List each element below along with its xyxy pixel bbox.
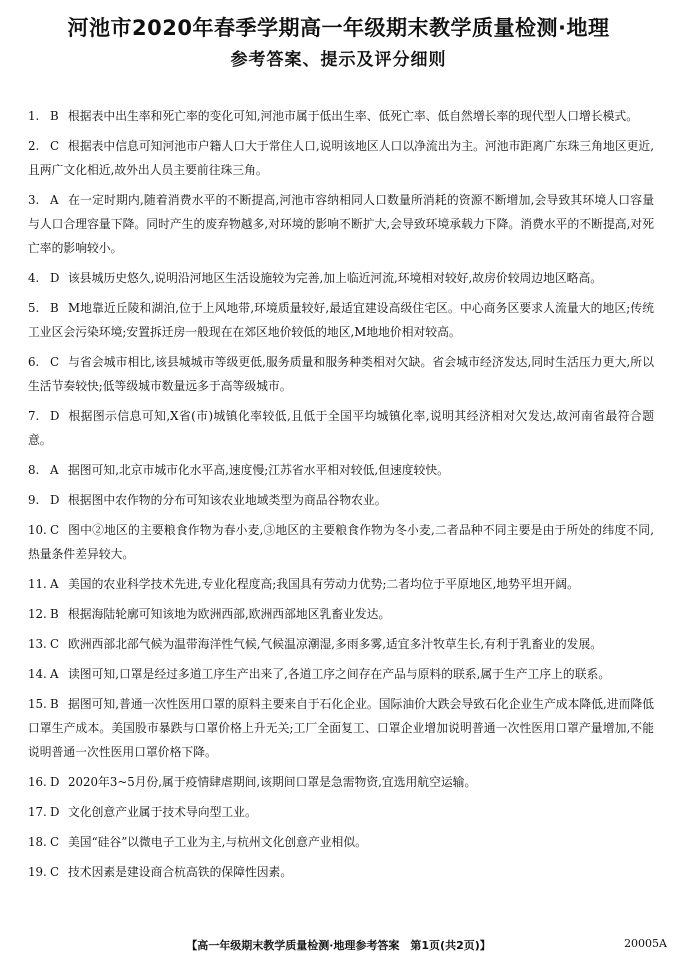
answer-explanation: 与省会城市相比,该县城城市等级更低,服务质量和服务种类相对欠缺。省会城市经济发达,同时生活压力更大,所以生活节奏较快;低等级城市数量远多于高等级城市。 <box>28 355 654 393</box>
answer-number: 6. <box>28 355 40 369</box>
answer-item <box>28 830 654 854</box>
answer-number: 10. <box>28 523 47 537</box>
answer-choice: B <box>50 109 59 123</box>
answer-number: 8. <box>28 463 40 477</box>
answer-choice: C <box>50 835 60 849</box>
answer-number: 2. <box>28 139 40 153</box>
answer-number: 12. <box>28 607 47 621</box>
answer-explanation: 根据图示信息可知,X省(市)城镇化率较低,且低于全国平均城镇化率,说明其经济相对欠发达,故河南省最符合题意。 <box>28 409 654 447</box>
answer-explanation: 在一定时期内,随着消费水平的不断提高,河池市容纳相同人口数量所消耗的资源不断增加,会导致其环境人口容量与人口合理容量下降。同时产生的废弃物越多,对环境的影响不断扩大,会导致环境承载力下降。消费水平的不断提高,对死亡率的影响较小。 <box>28 193 654 255</box>
answer-number: 7. <box>28 409 40 423</box>
answer-explanation: 美国“硅谷”以微电子工业为主,与杭州文化创意产业相似。 <box>68 835 367 849</box>
answer-explanation: 据图可知,普通一次性医用口罩的原料主要来自于石化企业。国际油价大跌会导致石化企业生产成本降低,进而降低口罩生产成本。美国股市暴跌与口罩价格上升无关;工厂全面复工、口罩企业增加说明普通一次性医用口罩产量增加,不能说明普通一次性医用口罩价格下降。 <box>28 697 654 759</box>
answer-number: 5. <box>28 301 40 315</box>
answer-explanation: 根据海陆轮廓可知该地为欧洲西部,欧洲西部地区乳畜业发达。 <box>68 607 391 621</box>
answer-choice: A <box>50 667 59 681</box>
answer-choice: D <box>50 805 60 819</box>
answer-item <box>28 266 654 290</box>
answer-choice: B <box>50 607 59 621</box>
answer-item <box>28 860 654 884</box>
answer-explanation: 文化创意产业属于技术导向型工业。 <box>68 805 257 819</box>
answer-explanation: 2020年3~5月份,属于疫情肆虐期间,该期间口罩是急需物资,宜选用航空运输。 <box>68 775 477 789</box>
answer-explanation: 美国的农业科学技术先进,专业化程度高;我国具有劳动力优势;二者均位于平原地区,地势平坦开阔。 <box>68 577 579 591</box>
answer-number: 4. <box>28 271 40 285</box>
answer-choice: C <box>50 139 60 153</box>
answer-explanation: 根据图中农作物的分布可知该农业地域类型为商品谷物农业。 <box>68 493 387 507</box>
page-title: 河池市2020年春季学期高一年级期末教学质量检测·地理 <box>67 16 610 40</box>
answer-explanation: 根据表中出生率和死亡率的变化可知,河池市属于低出生率、低死亡率、低自然增长率的现代型人口增长模式。 <box>68 109 639 123</box>
answer-item <box>28 800 654 824</box>
answer-choice: A <box>50 193 59 207</box>
answer-item <box>28 104 654 128</box>
answer-item <box>28 488 654 512</box>
answer-choice: A <box>50 463 59 477</box>
answer-choice: B <box>50 301 59 315</box>
answer-item <box>28 632 654 656</box>
answer-number: 9. <box>28 493 40 507</box>
answer-choice: D <box>50 271 60 285</box>
answer-explanation: 根据表中信息可知河池市户籍人口大于常住人口,说明该地区人口以净流出为主。河池市距离广东珠三角地区更近,且两广文化相近,故外出人员主要前往珠三角。 <box>28 139 654 177</box>
answer-list <box>28 104 654 890</box>
answer-number: 15. <box>28 697 47 711</box>
answer-number: 14. <box>28 667 47 681</box>
answer-item <box>28 602 654 626</box>
answer-item <box>28 350 654 398</box>
answer-item <box>28 572 654 596</box>
answer-number: 13. <box>28 637 47 651</box>
answer-explanation: 图中②地区的主要粮食作物为春小麦,③地区的主要粮食作物为冬小麦,二者品种不同主要是由于所处的纬度不同,热量条件差异较大。 <box>28 523 654 561</box>
answer-number: 3. <box>28 193 40 207</box>
answer-number: 1. <box>28 109 40 123</box>
answer-explanation: 据图可知,北京市城市化水平高,速度慢;江苏省水平相对较低,但速度较快。 <box>68 463 449 477</box>
page-subtitle: 参考答案、提示及评分细则 <box>230 50 447 70</box>
answer-item <box>28 662 654 686</box>
answer-explanation: M地靠近丘陵和湖泊,位于上风地带,环境质量较好,最适宜建设高级住宅区。中心商务区要求人流量大的地区;传统工业区会污染环境;安置拆迁房一般现在在郊区地价较低的地区,M地地价相对较高。 <box>28 301 654 339</box>
answer-number: 19. <box>28 865 47 879</box>
answer-choice: B <box>50 697 59 711</box>
answer-explanation: 该县城历史悠久,说明沿河地区生活设施较为完善,加上临近河流,环境相对较好,故房价较周边地区略高。 <box>68 271 603 285</box>
answer-item <box>28 458 654 482</box>
page-footer <box>0 937 677 957</box>
answer-choice: A <box>50 577 59 591</box>
footer-code: 20005A <box>624 937 667 950</box>
answer-choice: C <box>50 637 60 651</box>
answer-choice: D <box>50 493 60 507</box>
answer-item <box>28 296 654 344</box>
answer-number: 17. <box>28 805 47 819</box>
answer-item <box>28 404 654 452</box>
answer-item <box>28 692 654 764</box>
answer-number: 16. <box>28 775 47 789</box>
answer-item <box>28 188 654 260</box>
answer-explanation: 欧洲西部北部气候为温带海洋性气候,气候温凉潮湿,多雨多雾,适宜多汁牧草生长,有利于乳畜业的发展。 <box>68 637 603 651</box>
answer-choice: D <box>50 409 60 423</box>
answer-explanation: 技术因素是建设商合杭高铁的保障性因素。 <box>68 865 293 879</box>
answer-number: 18. <box>28 835 47 849</box>
answer-number: 11. <box>28 577 47 591</box>
answer-choice: D <box>50 775 60 789</box>
answer-item <box>28 770 654 794</box>
answer-choice: C <box>50 523 60 537</box>
answer-item <box>28 518 654 566</box>
footer-page-info: 【高一年级期末教学质量检测·地理参考答案 第1页(共2页)】 <box>186 939 491 952</box>
answer-explanation: 读图可知,口罩是经过多道工序生产出来了,各道工序之间存在产品与原料的联系,属于生产工序上的联系。 <box>68 667 611 681</box>
answer-choice: C <box>50 865 60 879</box>
answer-item <box>28 134 654 182</box>
answer-choice: C <box>50 355 60 369</box>
